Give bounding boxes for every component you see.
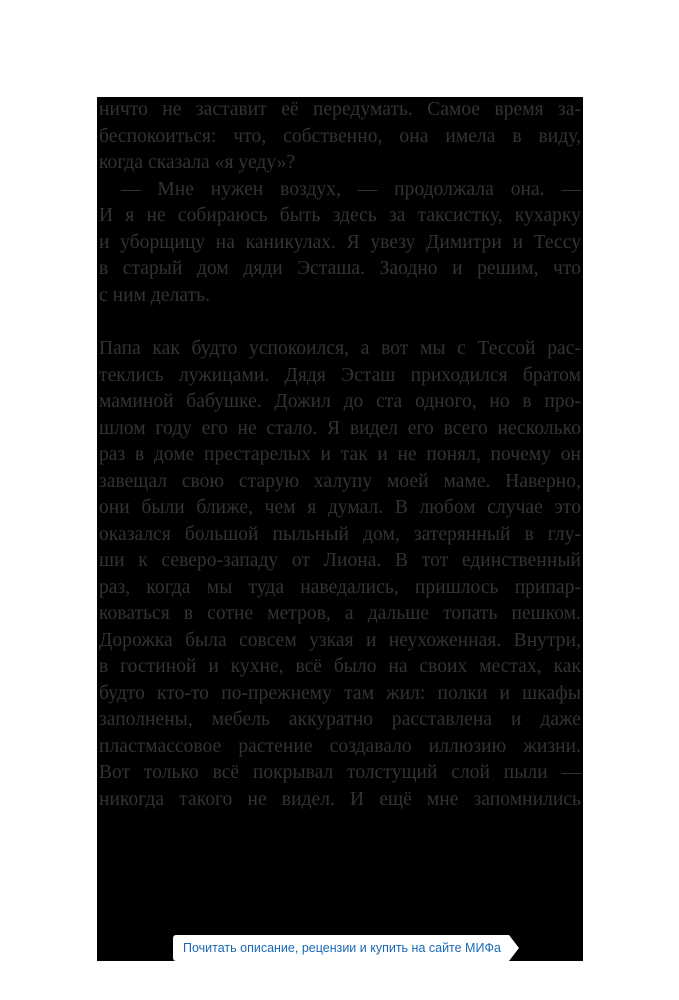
text-line: Папа как будто успокоился, а вот мы с Тессой рас- — [99, 338, 581, 359]
text-line: И я не собираюсь быть здесь за таксистку, кухарку — [99, 205, 581, 226]
text-line: оказался большой пыльный дом, затерянный в глу- — [99, 523, 581, 545]
text-line: раз в доме престарелых и так и не понял, почему он — [99, 444, 581, 465]
text-line: в гостиной и кухне, всё было на своих местах, как — [99, 656, 581, 677]
text-line: Дорожка была совсем узкая и неухоженная. Внутри, — [99, 629, 581, 651]
text-line: завещал свою старую халупу моей маме. Наверно, — [99, 470, 581, 492]
text-line: коваться в сотне метров, а дальше топать пешком. — [99, 603, 581, 624]
text-line: они были ближе, чем я думал. В любом случае это — [99, 497, 581, 518]
text-line: будто кто-то по-прежнему там жил: полки и шкафы — [99, 682, 581, 704]
text-line: — Мне нужен воздух, — продолжала она. — — [121, 178, 581, 200]
text-line: Вот только всё покрывал толстущий слой пыли — — [99, 762, 581, 783]
text-line: беспокоиться: что, собственно, она имела в виду, — [99, 125, 581, 147]
text-line: ши к северо-западу от Лиона. В тот единственный — [99, 550, 581, 571]
book-text — [99, 97, 581, 813]
text-line: в старый дом дяди Эсташа. Заодно и решим, что — [99, 258, 581, 279]
text-line: пластмассовое растение создавало иллюзию жизни. — [99, 735, 581, 757]
text-line: никогда такого не видел. И ещё мне запомнились — [99, 788, 581, 810]
text-line: и уборщицу на каникулах. Я увезу Димитри и Тессу — [99, 231, 581, 253]
text-line: теклись лужицами. Дядя Эсташ приходился братом — [99, 364, 581, 386]
text-line: ничто не заставит её передумать. Самое время за- — [99, 99, 581, 120]
buy-on-mif-link[interactable]: Почитать описание, рецензии и купить на сайте МИФа — [173, 935, 509, 961]
text-line: маминой бабушке. Дожил до ста одного, но в про- — [99, 391, 581, 412]
text-line: с ним делать. — [99, 284, 211, 306]
text-line: когда сказала «я уеду»? — [99, 152, 296, 173]
paragraph-gap — [99, 309, 581, 336]
book-page — [97, 97, 583, 961]
text-line: раз, когда мы туда наведались, пришлось припар- — [99, 576, 581, 598]
text-line: шлом году его не стало. Я видел его всего несколько — [99, 417, 581, 439]
text-line: заполнены, мебель аккуратно расставлена и даже — [99, 709, 581, 730]
